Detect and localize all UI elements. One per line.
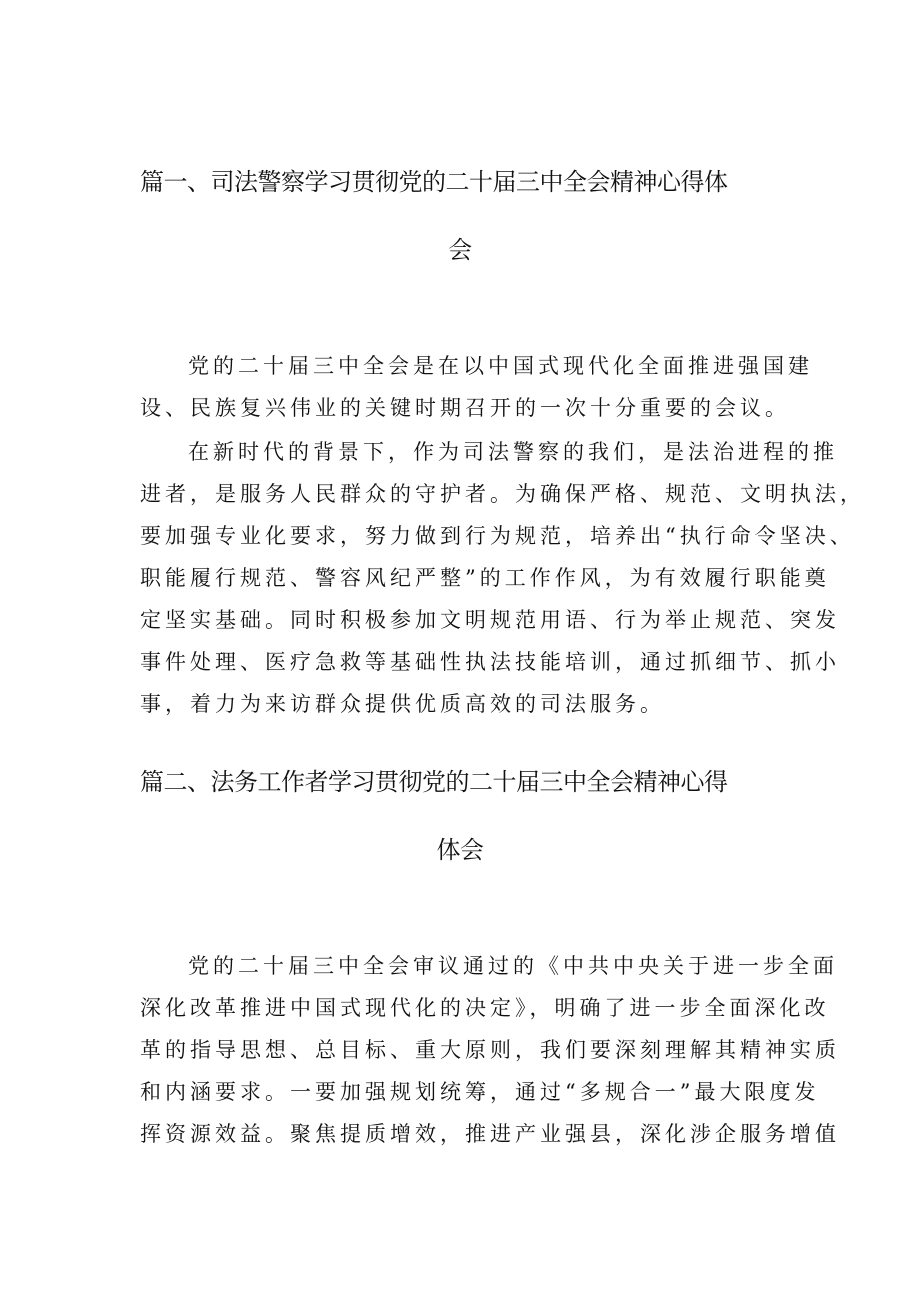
text-line: 定坚实基础。同时积极参加文明规范用语、行为举止规范、突发	[140, 608, 840, 632]
text-line: 职能履行规范、警容风纪严整”的工作作风，为有效履行职能奠	[140, 566, 830, 590]
text-line: 和内涵要求。一要加强规划统筹，通过“多规合一”最大限度发	[140, 1080, 820, 1104]
section-1-heading	[140, 166, 780, 266]
text-line: 深化改革推进中国式现代化的决定》，明确了进一步全面深化改	[140, 996, 830, 1020]
text-line: 在新时代的背景下，作为司法警察的我们，是法治进程的推	[188, 440, 838, 464]
section-2-paragraph-1	[140, 945, 840, 1155]
section-1-paragraph-1	[140, 345, 813, 429]
section-1-heading-line-2: 会	[448, 236, 472, 264]
text-line: 要加强专业化要求，努力做到行为规范，培养出“执行命令坚决、	[140, 524, 855, 548]
section-1-paragraph-2	[140, 431, 865, 725]
section-2-heading-line-2: 体会	[436, 836, 484, 864]
section-2-heading	[140, 766, 780, 866]
text-line: 挥资源效益。聚焦提质增效，推进产业强县，深化涉企服务增值	[140, 1122, 840, 1146]
section-2-heading-line-1: 篇二、法务工作者学习贯彻党的二十届三中全会精神心得	[140, 768, 728, 796]
text-line: 事，着力为来访群众提供优质高效的司法服务。	[140, 692, 665, 716]
section-1-heading-line-1: 篇一、司法警察学习贯彻党的二十届三中全会精神心得体	[140, 168, 728, 196]
text-line: 党的二十届三中全会是在以中国式现代化全面推进强国建	[188, 354, 813, 378]
text-line: 设、民族复兴伟业的关键时期召开的一次十分重要的会议。	[140, 396, 790, 420]
text-line: 党的二十届三中全会审议通过的《中共中央关于进一步全面	[188, 954, 838, 978]
text-line: 进者，是服务人民群众的守护者。为确保严格、规范、文明执法，	[140, 482, 865, 506]
text-line: 革的指导思想、总目标、重大原则，我们要深刻理解其精神实质	[140, 1038, 840, 1062]
text-line: 事件处理、医疗急救等基础性执法技能培训，通过抓细节、抓小	[140, 650, 840, 674]
